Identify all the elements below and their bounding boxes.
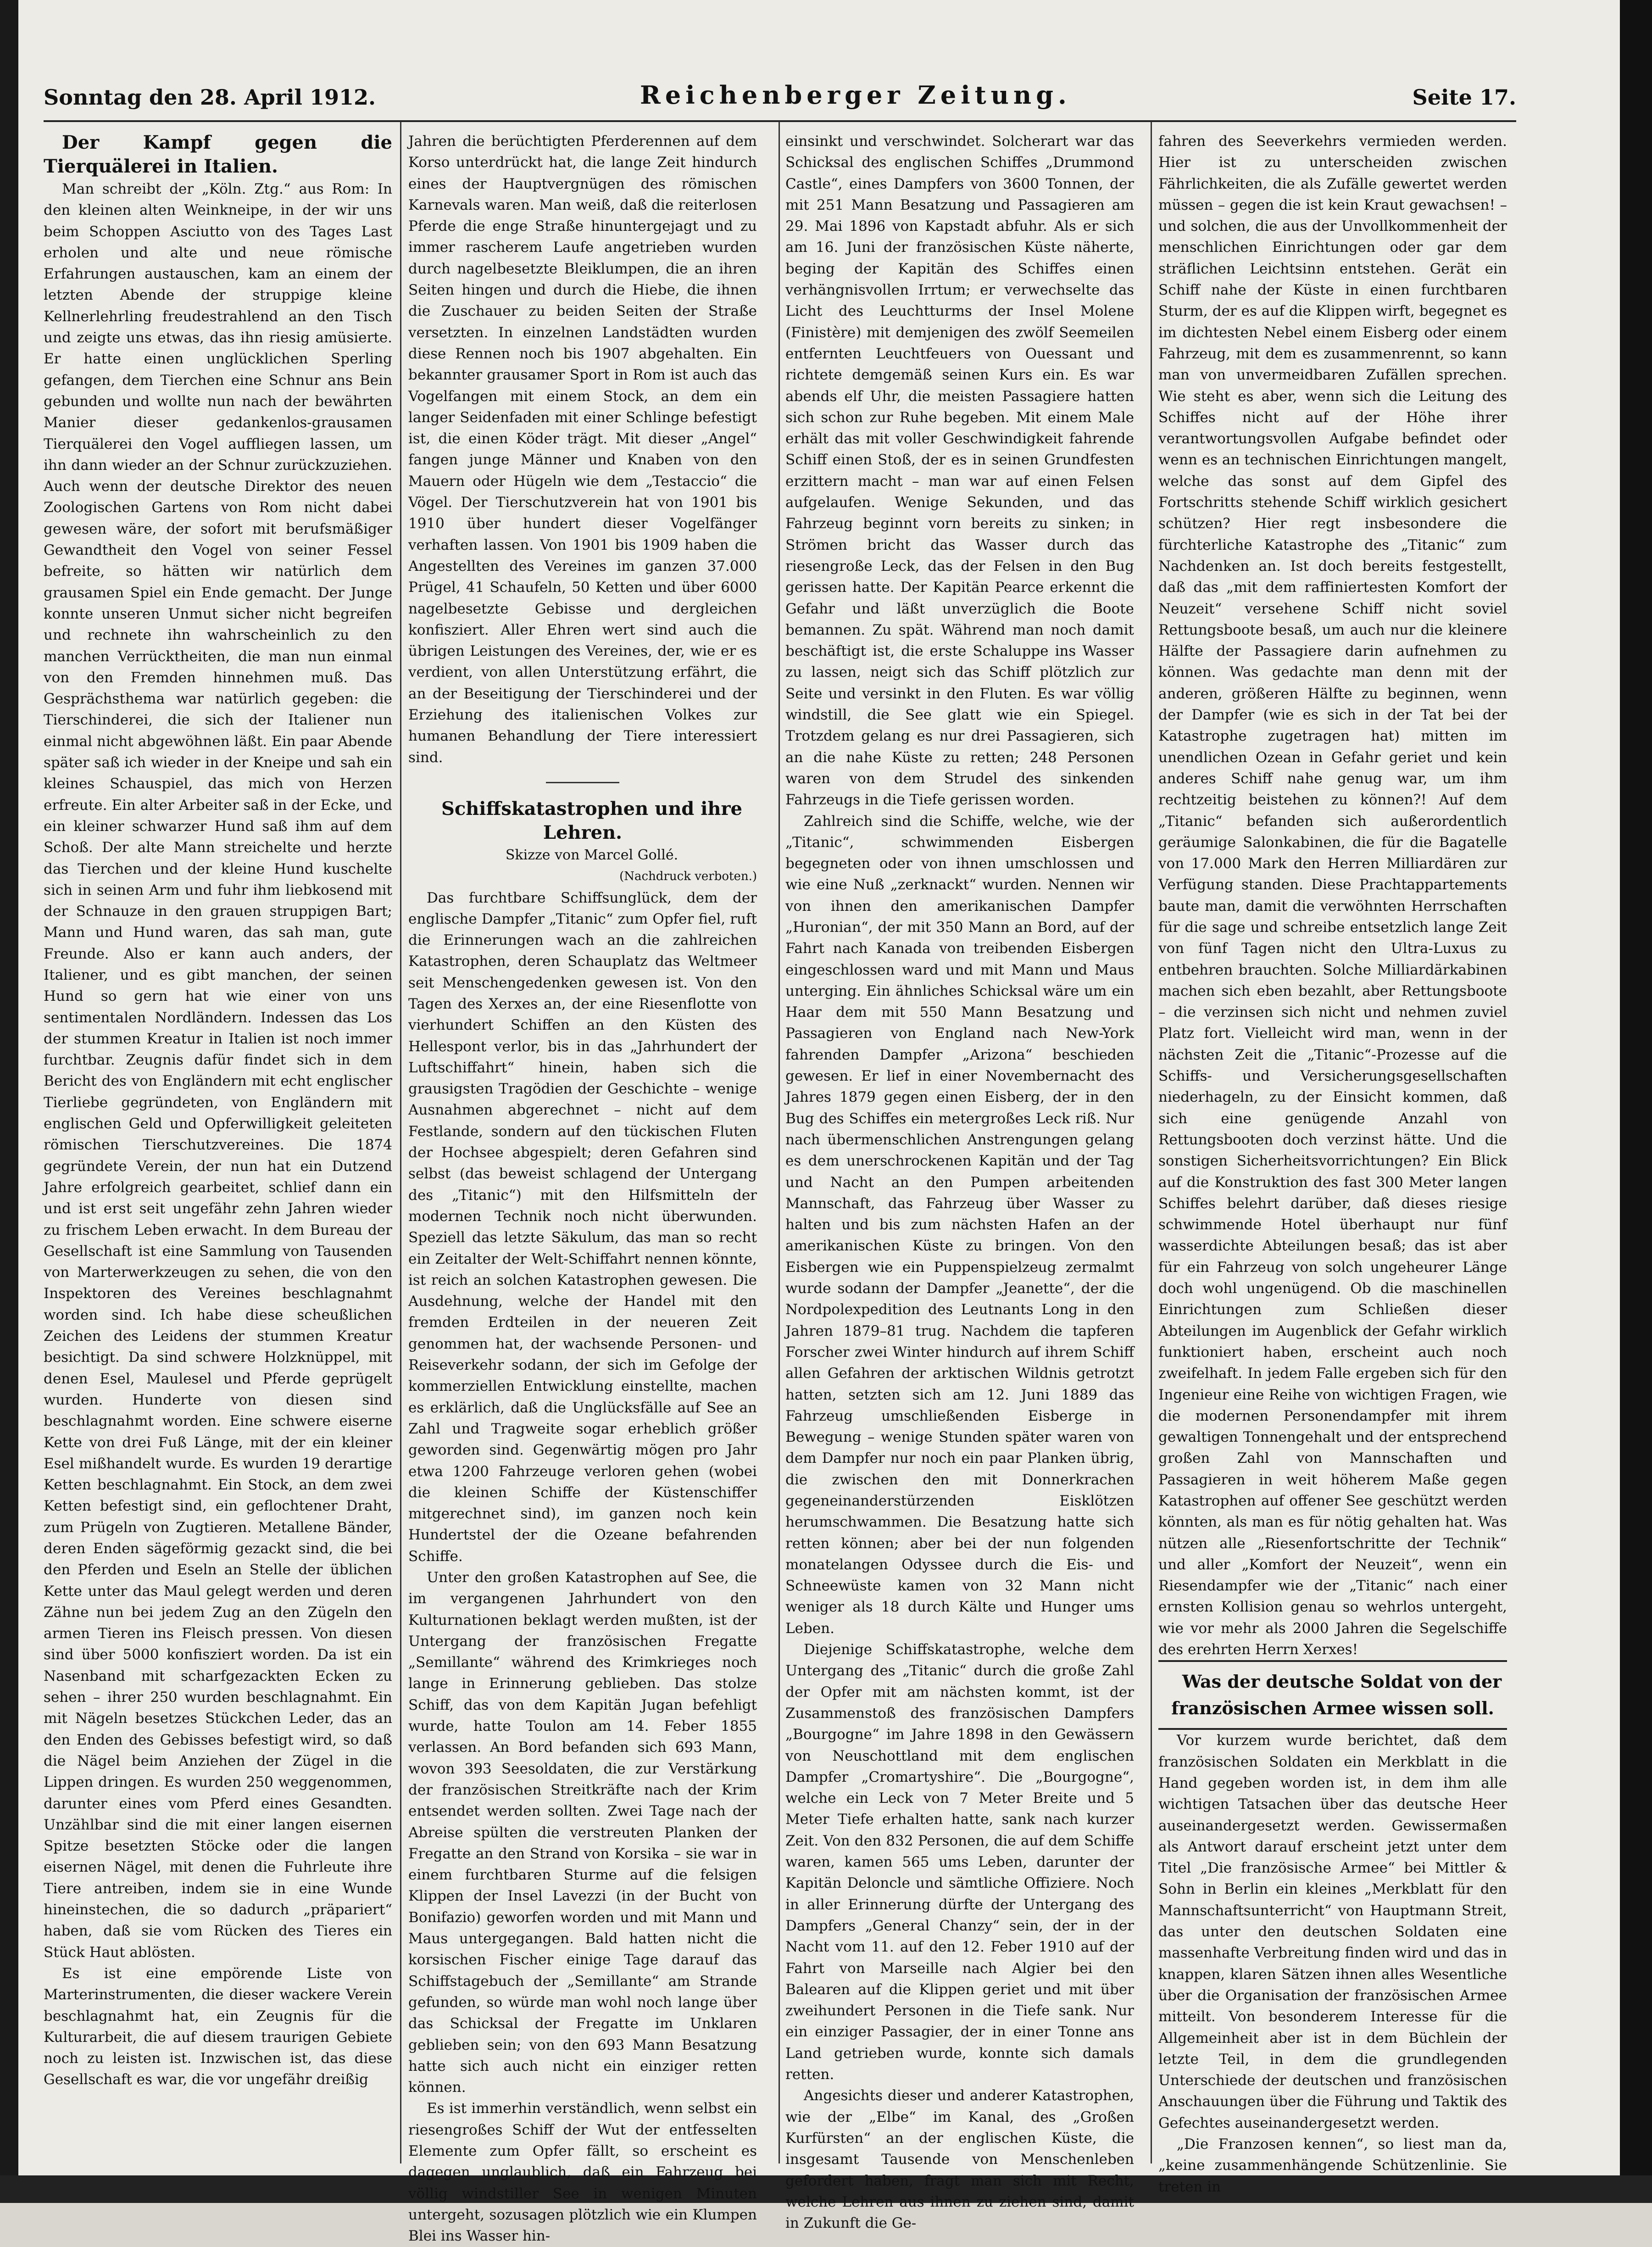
article-paragraph: Angesichts dieser und anderer Katastrophen, wie der „Elbe“ im Kanal, des „Großen Kurfürsten“ an der englischen Küste, die insgesamt Tausende von Menschenleben gefordert haben, fragt man sich mit Recht, welche Lehren aus ihnen zu ziehen sind, damit in Zukunft die Ge- (785, 2087, 1134, 2232)
article-paragraph: fahren des Seeverkehrs vermieden werden. Hier ist zu unterscheiden zwischen Fährlichkeiten, die als Zufälle gewertet werden müssen – gegen die ist kein Kraut gewachsen! – und solchen, die aus der Unvollkommenheit der menschlichen Einrichtungen oder gar dem sträflichen Leichtsinn entstehen. Gerät ein Schiff nahe der Küste in einen furchtbaren Sturm, der es auf die Klippen wirft, begegnet es im dichtesten Nebel einem Eisberg oder einem Fahrzeug, mit dem es zusammenrennt, so kann man von unvermeidbaren Zufällen sprechen. Wie steht es aber, wenn sich die Leitung des Schiffes nicht auf der Höhe ihrer verantwortungsvollen Aufgabe befindet oder wenn es an technischen Einrichtungen mangelt, welche das sonst auf dem Gipfel des Fortschritts stehende Schiff wirklich gesichert schützen? Hier regt insbesondere die fürchterliche Katastrophe des „Titanic“ zum Nachdenken an. Ist doch bereits festgestellt, daß das „mit dem raffiniertesten Komfort der Neuzeit“ versehene Schiff nicht soviel Rettungsboote besaß, um auch nur die kleinere Hälfte der Passagiere darin aufnehmen zu können. Was gedachte man denn mit der anderen, größeren Hälfte zu beginnen, wenn der Dampfer (wie es sich in der Tat bei der Katastrophe zugetragen hat) mitten im unendlichen Ozean in Gefahr geriet und kein anderes Schiff nahe genug war, um ihm rechtzeitig beistehen zu können?! Auf dem „Titanic“ befanden sich außerordentlich geräumige Salonkabinen, die für die Bagatelle von 17.000 Mark den Herren Milliardären zur Verfügung standen. Diese Prachtappartements baute man, damit die verwöhnten Herrschaften für die sage und schreibe entsetzlich lange Zeit von fünf Tagen nicht den Ultra-Luxus zu entbehren brauchten. Solche Milliardärkabinen machen sich eben bezahlt, aber Rettungsboote – die verzinsen sich nicht und nehmen zuviel Platz fort. Vielleicht wird man, wenn in der nächsten Zeit die „Titanic“-Prozesse auf die Schiffs- und Versicherungsgesellschaften niederhageln, zu der Einsicht kommen, daß sich eine genügende Anzahl von Rettungsbooten doch verzinst hätte. Und die sonstigen Sicherheitsvorrichtungen? Ein Blick auf die Konstruktion des fast 300 Meter langen Schiffes belehrt darüber, daß dieses riesige schwimmende Hotel überhaupt nur fünf wasserdichte Abteilungen besaß; das ist aber für ein Fahrzeug von solch ungeheurer Länge doch wohl ungenügend. Ob die maschinellen Einrichtungen zum Schließen dieser Abteilungen im Augenblick der Gefahr wirklich funktioniert haben, erscheint auch noch zweifelhaft. In jedem Falle ergeben sich für den Ingenieur eine Reihe von wichtigen Fragen, wie die modernen Personendampfer mit ihrem gewaltigen Tonnengehalt und der entsprechend großen Zahl von Mannschaften und Passagieren in weit höherem Maße gegen Katastrophen auf offener See geschützt werden könnten, als man es für nötig gehalten hat. Was nützen alle „Riesenfortschritte der Technik“ und aller „Komfort der Neuzeit“, wenn ein Riesendampfer wie der „Titanic“ nach einer ernsten Kollision genau so wehrlos untergeht, wie vor mehr als 2000 Jahren die Segelschiffe des erehrten Herrn Xerxes! (1158, 133, 1507, 1658)
article-separator (546, 782, 619, 783)
page-number: Seite 17. (1412, 85, 1516, 110)
article-paragraph: Es ist eine empörende Liste von Marterinstrumenten, die dieser wackere Verein beschlagnahmt hat, ein Zeugnis für die Kulturarbeit, die auf diesem traurigen Gebiete noch zu leisten ist. Inzwischen ist, das diese Gesellschaft es war, die vor ungefähr dreißig (44, 1965, 392, 2088)
article-paragraph: Es ist immerhin verständlich, wenn selbst ein riesengroßes Schiff der Wut der entfesselten Elemente zum Opfer fällt, so erscheint es dagegen unglaublich, daß ein Fahrzeug bei völlig windstiller See in wenigen Minuten untergeht, sozusagen plötzlich wie ein Klumpen Blei ins Wasser hin- (408, 2100, 757, 2245)
column-3 (785, 131, 1134, 2234)
column-4 (1158, 131, 1507, 2197)
column-rule-1 (400, 122, 401, 2163)
column-1 (44, 131, 392, 2091)
column-rule-3 (1151, 122, 1152, 2163)
column-2 (408, 131, 757, 2247)
scan-border-right (1620, 0, 1652, 2203)
article-headline-schiffskatastrophen: Schiffskatastrophen und ihre Lehren. (441, 797, 742, 843)
reprint-note: (Nachdruck verboten.) (619, 870, 757, 884)
article-byline: Skizze von Marcel Gollé. (505, 847, 679, 863)
masthead: Reichenberger Zeitung. (640, 80, 1071, 110)
article-headline-soldat: Was der deutsche Soldat von der französischen Armee wissen soll. (1158, 1660, 1507, 1730)
article-paragraph: Jahren die berüchtigten Pferderennen auf dem Korso unterdrückt hat, die lange Zeit hindurch eines der Hauptvergnügen des römischen Karnevals waren. Man weiß, daß die reiterlosen Pferde die enge Straße hinuntergejagt und zu immer rascherem Laufe angetrieben wurden durch nagelbesetzte Bleiklumpen, die an ihren Seiten hingen und durch die Hiebe, die ihnen die Zuschauer zu beiden Seiten der Straße versetzten. In einzelnen Landstädten wurden diese Rennen noch bis 1907 abgehalten. Ein bekannter grausamer Sport in Rom ist auch das Vogelfangen mit einem Stock, an dem ein langer Seidenfaden mit einer Schlinge befestigt ist, die einen Köder trägt. Mit dieser „Angel“ fangen junge Männer und Knaben von den Mauern oder Hügeln wie dem „Testaccio“ die Vögel. Der Tierschutzverein hat von 1901 bis 1910 über hundert dieser Vogelfänger verhaften lassen. Von 1901 bis 1909 haben die Angestellten des Vereines im ganzen 37.000 Prügel, 41 Schaufeln, 50 Ketten und über 6000 nagelbesetzte Gebisse und dergleichen konfisziert. Aller Ehren wert sind auch die übrigen Leistungen des Vereines, der, wie er es verdient, von allen Unterstützung erfährt, die an der Beseitigung der Tierschinderei und der Erziehung des italienischen Volkes zur humanen Behandlung der Tiere interessiert sind. (408, 133, 757, 766)
header-rule (44, 120, 1516, 122)
article-headline-tierquaelerei: Der Kampf gegen die Tierquälerei in Italien. (44, 132, 392, 177)
header-date: Sonntag den 28. April 1912. (44, 85, 376, 110)
article-paragraph: einsinkt und verschwindet. Solcherart war das Schicksal des englischen Schiffes „Drummond Castle“, eines Dampfers von 3600 Tonnen, der mit 251 Mann Besatzung und Passagieren am 29. Mai 1896 von Kapstadt abfuhr. Als er sich am 16. Juni der französischen Küste näherte, beging der Kapitän des Schiffes einen verhängnisvollen Irrtum; er verwechselte das Licht des Leuchtturms der Insel Molene (Finistère) mit demjenigen des zwölf Seemeilen entfernten Leuchtfeuers von Ouessant und richtete demgemäß seinen Kurs ein. Es war abends elf Uhr, die meisten Passagiere hatten sich schon zur Ruhe begeben. Mit einem Male erhält das mit voller Geschwindigkeit fahrende Schiff einen Stoß, der es in seinen Grundfesten erzittern macht – man war auf einen Felsen aufgelaufen. Wenige Sekunden, und das Fahrzeug beginnt vorn bereits zu sinken; in Strömen bricht das Wasser durch das riesengroße Leck, das der Felsen in den Bug gerissen hatte. Der Kapitän Pearce erkennt die Gefahr und läßt unverzüglich die Boote bemannen. Zu spät. Während man noch damit beschäftigt ist, die erste Schaluppe ins Wasser zu lassen, neigt sich das Schiff plötzlich zur Seite und versinkt in den Fluten. Es war völlig windstill, die See glatt wie ein Spiegel. Trotzdem gelang es nur drei Passagieren, sich an die nahe Küste zu retten; 248 Personen waren von dem Strudel des sinkenden Fahrzeugs in die Tiefe gerissen worden. (785, 133, 1134, 808)
column-rule-2 (779, 122, 780, 2163)
article-paragraph: Das furchtbare Schiffsunglück, dem der englische Dampfer „Titanic“ zum Opfer fiel, ruft die Erinnerungen wach an die zahlreichen Katastrophen, deren Schauplatz das Weltmeer seit Menschengedenken gewesen ist. Von den Tagen des Xerxes an, der eine Riesenflotte von vierhundert Schiffen an den Küsten des Hellespont verlor, bis in das „Jahrhundert der Luftschiffahrt“ hinein, haben sich die grausigsten Tragödien der Geschichte – wenige Ausnahmen abgerechnet – nicht auf dem Festlande, sondern auf den tückischen Fluten der Hochsee abgespielt; deren Gefahren sind selbst (das beweist schlagend der Untergang des „Titanic“) mit den Hilfsmitteln der modernen Technik noch nicht überwunden. Speziell das letzte Säkulum, das man so recht ein Zeitalter der Welt-Schiffahrt nennen könnte, ist reich an solchen Katastrophen gewesen. Die Ausdehnung, welche der Handel mit den fremden Erdteilen in der neueren Zeit genommen hat, der wachsende Personen- und Reiseverkehr sodann, der sich im Gefolge der kommerziellen Entwicklung einstellte, machen es erklärlich, daß die Unglücksfälle auf See an Zahl und Tragweite sogar erheblich größer geworden sind. Gegenwärtig mögen pro Jahr etwa 1200 Fahrzeuge verloren gehen (wobei die kleinen Schiffe der Küstenschiffer mitgerechnet sind), im ganzen noch kein Hundertstel der die Ozeane befahrenden Schiffe. (408, 889, 757, 1565)
article-paragraph: Zahlreich sind die Schiffe, welche, wie der „Titanic“, schwimmenden Eisbergen begegneten oder von ihnen umschlossen und wie eine Nuß „zerknackt“ wurden. Nennen wir von ihnen den amerikanischen Dampfer „Huronian“, der mit 350 Mann an Bord, auf der Fahrt nach Kanada von treibenden Eisbergen eingeschlossen ward und mit Mann und Maus unterging. Ein ähnliches Schicksal wäre um ein Haar dem mit 550 Mann Besatzung und Passagieren von England nach New-York fahrenden Dampfer „Arizona“ beschieden gewesen. Er lief in einer Novembernacht des Jahres 1879 gegen einen Eisberg, der in den Bug des Schiffes ein metergroßes Leck riß. Nur nach übermenschlichen Anstrengungen gelang es dem unerschrockenen Kapitän und der Tag und Nacht an den Pumpen arbeitenden Mannschaft, das Fahrzeug über Wasser zu halten und bis zum nächsten Hafen an der amerikanischen Küste zu bringen. Von den Eisbergen wie ein Puppenspielzeug zermalmt wurde sodann der Dampfer „Jeanette“, der die Nordpolexpedition des Leutnants Long in den Jahren 1879–81 trug. Nachdem die tapferen Forscher zwei Winter hindurch auf ihrem Schiff allen Gefahren der arktischen Wildnis getrotzt hatten, setzten sich am 12. Juni 1889 das Fahrzeug umschließenden Eisberge in Bewegung – wenige Stunden später waren von dem Dampfer nur noch ein paar Planken übrig, die zwischen den mit Donnerkrachen gegeneinanderstürzenden Eisklötzen herumschwammen. Die Besatzung hatte sich retten können; aber bei der nun folgenden monatelangen Odyssee durch die Eis- und Schneewüste kamen von 32 Mann nicht weniger als 18 durch Kälte und Hunger ums Leben. (785, 813, 1134, 1637)
article-paragraph: Diejenige Schiffskatastrophe, welche dem Untergang des „Titanic“ durch die große Zahl der Opfer mit am nächsten kommt, ist der Zusammenstoß des französischen Dampfers „Bourgogne“ im Jahre 1898 in den Gewässern von Neuschottland mit dem englischen Dampfer „Cromartyshire“. Die „Bourgogne“, welche ein Leck von 7 Meter Breite und 5 Meter Tiefe erhalten hatte, sank nach kurzer Zeit. Von den 832 Personen, die auf dem Schiffe waren, kamen 565 ums Leben, darunter der Kapitän Deloncle und sämtliche Offiziere. Noch in aller Erinnerung dürfte der Untergang des Dampfers „General Chanzy“ sein, der in der Nacht vom 11. auf den 12. Feber 1910 auf der Fahrt von Marseille nach Algier bei den Balearen auf die Klippen geriet und mit über zweihundert Personen in die Tiefe sank. Nur ein einziger Passagier, der in einer Tonne ans Land getrieben wurde, konnte sich damals retten. (785, 1641, 1134, 2083)
article-paragraph: Vor kurzem wurde berichtet, daß dem französischen Soldaten ein Merkblatt in die Hand gegeben worden ist, in dem ihm alle wichtigen Tatsachen über das deutsche Heer auseinandergesetzt werden. Gewissermaßen als Antwort darauf erscheint jetzt unter dem Titel „Die französische Armee“ bei Mittler & Sohn in Berlin ein kleines „Merkblatt für den Mannschaftsunterricht“ von Hauptmann Streit, das unter den deutschen Soldaten eine massenhafte Verbreitung finden wird und das in knappen, klaren Sätzen ihnen alles Wesentliche über die Organisation der französischen Armee mitteilt. Von besonderem Interesse für die Allgemeinheit aber ist in dem Büchlein der letzte Teil, in dem die grundlegenden Unterschiede der deutschen und französischen Anschauungen über die Führung und Taktik des Gefechtes auseinandergesetzt werden. (1158, 1732, 1507, 2131)
article-paragraph: Unter den großen Katastrophen auf See, die im vergangenen Jahrhundert von den Kulturnationen beklagt werden mußten, ist der Untergang der französischen Fregatte „Semillante“ während des Krimkrieges noch lange in Erinnerung geblieben. Das stolze Schiff, das von dem Kapitän Jugan befehligt wurde, hatte Toulon am 14. Feber 1855 verlassen. An Bord befanden sich 693 Mann, wovon 393 Seesoldaten, die zur Verstärkung der französischen Streitkräfte nach der Krim entsendet werden sollten. Zwei Tage nach der Abreise spülten die verstreuten Planken der Fregatte an den Strand von Korsika – sie war in einem furchtbaren Sturme auf die felsigen Klippen der Insel Lavezzi (in der Bucht von Bonifazio) geworfen worden und mit Mann und Maus untergegangen. Bald hatten nicht die korsischen Fischer einige Tage darauf das Schiffstagebuch der „Semillante“ am Strande gefunden, so würde man wohl noch lange über das Schicksal der Fregatte im Unklaren geblieben sein; von den 693 Mann Besatzung hatte sich auch nicht ein einziger retten können. (408, 1569, 757, 2096)
scan-border-left (0, 0, 18, 2203)
article-paragraph: Man schreibt der „Köln. Ztg.“ aus Rom: In den kleinen alten Weinkneipe, in der wir uns beim Schoppen Asciutto von des Tages Last erholen und alte und neue römische Erfahrungen austauschen, kam an einem der letzten Abende der struppige kleine Kellnerlehrling freudestrahlend an den Tisch und zeigte uns etwas, das ihn riesig amüsierte. Er hatte einen unglücklichen Sperling gefangen, dem Tierchen eine Schnur ans Bein gebunden und wollte nun nach der bewährten Manier dieser gedankenlos-grausamen Tierquälerei den Vogel auffliegen lassen, um ihn dann wieder an der Schnur zurückzuziehen. Auch wenn der deutsche Direktor des neuen Zoologischen Gartens von Rom nicht dabei gewesen wäre, der sofort mit berufsmäßiger Gewandtheit den Vogel von seiner Fessel befreite, so hätten wir natürlich dem grausamen Spiel ein Ende gemacht. Der Junge konnte unseren Unmut sicher nicht begreifen und rechnete ihn wahrscheinlich zu den manchen Verrücktheiten, die man nun einmal von den Fremden hinnehmen muß. Das Gesprächsthema war natürlich gegeben: die Tierschinderei, die sich der Italiener nun einmal nicht abgewöhnen läßt. Ein paar Abende später saß ich wieder in der Kneipe und sah ein kleines Schauspiel, das mich von Herzen erfreute. Ein alter Arbeiter saß in der Ecke, und ein kleiner schwarzer Hund saß ihm auf dem Schoß. Der alte Mann streichelte und herzte das Tierchen und der kleine Hund kuschelte sich in seinen Arm und fuhr ihm liebkosend mit der Schnauze in den grauen struppigen Bart; Mann und Hund waren, das sah man, gute Freunde. Also er kann auch anders, der Italiener, und es gibt manchen, der seinen Hund so gern hat wie einer von uns sentimentalen Nordländern. Indessen das Los der stummen Kreatur in Italien ist noch immer furchtbar. Zeugnis dafür findet sich in dem Bericht des von Engländern mit echt englischer Tierliebe gegründeten, von Engländern mit englischen Geld und Opferwilligkeit geleiteten römischen Tierschutzvereines. Die 1874 gegründete Verein, der nun hat ein Dutzend Jahre erfolgreich gearbeitet, schlief dann ein und ist erst seit ungefähr zehn Jahren wieder zu frischem Leben erwacht. In dem Bureau der Gesellschaft ist eine Sammlung von Tausenden von Marterwerkzeugen zu sehen, die von den Inspektoren des Vereines beschlagnahmt worden sind. Ich habe diese scheußlichen Zeichen des Leidens der stummen Kreatur besichtigt. Da sind schwere Holzknüppel, mit denen Esel, Maulesel und Pferde geprügelt wurden. Hunderte von diesen sind beschlagnahmt worden. Eine schwere eiserne Kette von drei Fuß Länge, mit der ein kleiner Esel mißhandelt wurde. Es wurden 19 derartige Ketten beschlagnahmt. Ein Stock, an dem zwei Ketten befestigt sind, ein geflochtener Draht, zum Prügeln von Zugtieren. Metallene Bänder, deren Enden sägeförmig gezackt sind, die bei den Pferden und Eseln an Stelle der üblichen Kette unter das Maul gelegt werden und deren Zähne nun bei jedem Zug an den Zügeln den armen Tieren ins Fleisch pressen. Von diesen sind über 5000 konfisziert worden. Da ist ein Nasenband mit scharfgezackten Ecken zu sehen – ihrer 250 wurden beschlagnahmt. Ein mit Nägeln besetzes Stückchen Leder, das an den Enden des Gebisses befestigt wird, so daß die Nägel beim Anziehen der Zügel in die Lippen dringen. Es wurden 250 weggenommen, darunter eines vom Pferd eines Gesandten. Unzählbar sind die mit einer langen eisernen Spitze besetzten Stöcke oder die langen eisernen Nägel, mit denen die Fuhrleute ihre Tiere antreiben, indem sie in eine Wunde hineinstechen, die so dadurch „präpariert“ haben, daß sie vom Rücken des Tieres ein Stück Haut ablösten. (44, 181, 392, 1961)
page-header (44, 80, 1516, 119)
article-paragraph: „Die Franzosen kennen“, so liest man da, „keine zusammenhängende Schützenlinie. Sie treten in (1158, 2136, 1507, 2195)
